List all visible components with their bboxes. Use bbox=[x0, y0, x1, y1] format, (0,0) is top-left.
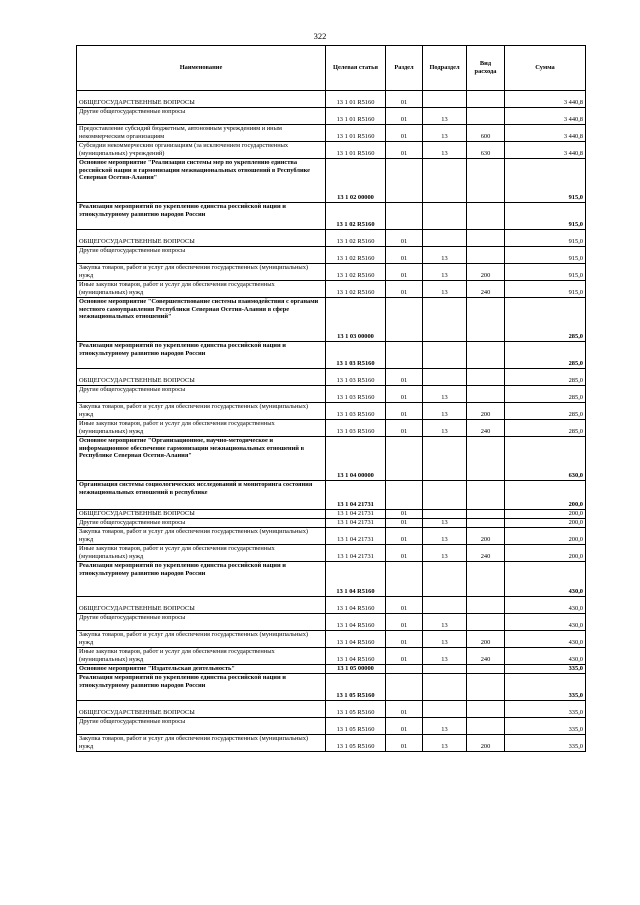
cell-sum: 200,0 bbox=[505, 481, 586, 510]
cell-razdel: 01 bbox=[386, 631, 423, 648]
cell-podrazdel: 13 bbox=[423, 545, 467, 562]
cell-razdel: 01 bbox=[386, 247, 423, 264]
cell-name: Другие общегосударственные вопросы bbox=[77, 614, 326, 631]
cell-sum: 430,0 bbox=[505, 614, 586, 631]
cell-razdel bbox=[386, 481, 423, 510]
cell-code: 13 1 02 R5160 bbox=[326, 264, 386, 281]
cell-razdel: 01 bbox=[386, 281, 423, 298]
cell-name: Закупка товаров, работ и услуг для обеспечения государственных (муниципальных) нужд bbox=[77, 264, 326, 281]
cell-name: Субсидии некоммерческим организациям (за исключением государственных (муниципальных) учреждений) bbox=[77, 142, 326, 159]
cell-vid bbox=[467, 247, 505, 264]
cell-vid bbox=[467, 597, 505, 614]
cell-name: ОБЩЕГОСУДАРСТВЕННЫЕ ВОПРОСЫ bbox=[77, 701, 326, 718]
cell-name: Основное мероприятие "Совершенствование системы взаимодействия с органами местного самоуправления Республики Северная Осетия-Алания в сфере межнациональных отношений" bbox=[77, 298, 326, 342]
cell-code: 13 1 01 R5160 bbox=[326, 108, 386, 125]
cell-code: 13 1 05 R5160 bbox=[326, 718, 386, 735]
cell-code: 13 1 01 R5160 bbox=[326, 125, 386, 142]
cell-vid: 240 bbox=[467, 281, 505, 298]
cell-sum: 915,0 bbox=[505, 281, 586, 298]
cell-razdel: 01 bbox=[386, 230, 423, 247]
cell-sum: 630,0 bbox=[505, 437, 586, 481]
table-row bbox=[77, 203, 586, 230]
cell-podrazdel: 13 bbox=[423, 142, 467, 159]
cell-podrazdel bbox=[423, 597, 467, 614]
cell-sum: 430,0 bbox=[505, 631, 586, 648]
cell-razdel: 01 bbox=[386, 510, 423, 519]
cell-code: 13 1 04 21731 bbox=[326, 510, 386, 519]
cell-razdel: 01 bbox=[386, 369, 423, 386]
cell-name: ОБЩЕГОСУДАРСТВЕННЫЕ ВОПРОСЫ bbox=[77, 510, 326, 519]
table-row bbox=[77, 230, 586, 247]
cell-podrazdel bbox=[423, 665, 467, 674]
cell-razdel bbox=[386, 437, 423, 481]
cell-sum: 335,0 bbox=[505, 701, 586, 718]
cell-vid bbox=[467, 701, 505, 718]
cell-code: 13 1 03 R5160 bbox=[326, 386, 386, 403]
table-row bbox=[77, 247, 586, 264]
table-row bbox=[77, 648, 586, 665]
cell-razdel bbox=[386, 342, 423, 369]
cell-razdel bbox=[386, 203, 423, 230]
cell-code: 13 1 04 21731 bbox=[326, 519, 386, 528]
cell-vid bbox=[467, 718, 505, 735]
cell-razdel bbox=[386, 298, 423, 342]
cell-sum: 915,0 bbox=[505, 203, 586, 230]
table-row bbox=[77, 437, 586, 481]
cell-podrazdel: 13 bbox=[423, 108, 467, 125]
cell-code: 13 1 04 21731 bbox=[326, 545, 386, 562]
cell-code: 13 1 02 R5160 bbox=[326, 281, 386, 298]
cell-sum: 3 440,8 bbox=[505, 91, 586, 108]
cell-podrazdel bbox=[423, 342, 467, 369]
cell-name: Закупка товаров, работ и услуг для обеспечения государственных (муниципальных) нужд bbox=[77, 403, 326, 420]
cell-podrazdel: 13 bbox=[423, 386, 467, 403]
table-row bbox=[77, 281, 586, 298]
cell-vid: 630 bbox=[467, 142, 505, 159]
cell-name: Реализация мероприятий по укреплению единства российской нации и этнокультурному развитию народов России bbox=[77, 674, 326, 701]
table-row bbox=[77, 735, 586, 752]
cell-vid: 240 bbox=[467, 648, 505, 665]
cell-name: ОБЩЕГОСУДАРСТВЕННЫЕ ВОПРОСЫ bbox=[77, 91, 326, 108]
cell-name: Другие общегосударственные вопросы bbox=[77, 386, 326, 403]
cell-vid bbox=[467, 203, 505, 230]
cell-vid: 600 bbox=[467, 125, 505, 142]
page-number: 322 bbox=[313, 31, 327, 41]
cell-name: Основное мероприятие "Издательская деятельность" bbox=[77, 665, 326, 674]
table-row bbox=[77, 718, 586, 735]
cell-podrazdel: 13 bbox=[423, 420, 467, 437]
cell-podrazdel: 13 bbox=[423, 528, 467, 545]
cell-sum: 335,0 bbox=[505, 674, 586, 701]
table-row bbox=[77, 125, 586, 142]
cell-vid bbox=[467, 369, 505, 386]
cell-vid: 200 bbox=[467, 735, 505, 752]
cell-code: 13 1 04 00000 bbox=[326, 437, 386, 481]
cell-vid bbox=[467, 510, 505, 519]
cell-sum: 335,0 bbox=[505, 665, 586, 674]
table-row bbox=[77, 665, 586, 674]
table-row bbox=[77, 342, 586, 369]
cell-name: Реализация мероприятий по укреплению единства российской нации и этнокультурному развитию народов России bbox=[77, 342, 326, 369]
table-row bbox=[77, 108, 586, 125]
cell-sum: 3 440,8 bbox=[505, 108, 586, 125]
cell-podrazdel: 13 bbox=[423, 281, 467, 298]
table-row bbox=[77, 264, 586, 281]
cell-podrazdel: 13 bbox=[423, 648, 467, 665]
header-vid: Вид расхода bbox=[467, 46, 505, 91]
cell-razdel: 01 bbox=[386, 91, 423, 108]
table-row bbox=[77, 91, 586, 108]
table-row bbox=[77, 545, 586, 562]
cell-code: 13 1 04 R5160 bbox=[326, 631, 386, 648]
header-name: Наименование bbox=[77, 46, 326, 91]
cell-code: 13 1 02 00000 bbox=[326, 159, 386, 203]
cell-code: 13 1 03 R5160 bbox=[326, 420, 386, 437]
cell-sum: 200,0 bbox=[505, 528, 586, 545]
cell-podrazdel bbox=[423, 674, 467, 701]
cell-razdel: 01 bbox=[386, 420, 423, 437]
cell-podrazdel bbox=[423, 701, 467, 718]
table-row bbox=[77, 386, 586, 403]
cell-razdel bbox=[386, 562, 423, 597]
cell-razdel: 01 bbox=[386, 701, 423, 718]
cell-razdel: 01 bbox=[386, 614, 423, 631]
header-code: Целевая статья bbox=[326, 46, 386, 91]
cell-sum: 430,0 bbox=[505, 562, 586, 597]
cell-vid: 200 bbox=[467, 528, 505, 545]
cell-code: 13 1 04 R5160 bbox=[326, 648, 386, 665]
cell-name: ОБЩЕГОСУДАРСТВЕННЫЕ ВОПРОСЫ bbox=[77, 597, 326, 614]
cell-vid bbox=[467, 230, 505, 247]
cell-razdel: 01 bbox=[386, 142, 423, 159]
table-row bbox=[77, 298, 586, 342]
cell-podrazdel bbox=[423, 298, 467, 342]
cell-sum: 430,0 bbox=[505, 648, 586, 665]
cell-code: 13 1 03 R5160 bbox=[326, 403, 386, 420]
cell-vid bbox=[467, 386, 505, 403]
cell-code: 13 1 03 R5160 bbox=[326, 342, 386, 369]
cell-sum: 335,0 bbox=[505, 718, 586, 735]
cell-code: 13 1 04 R5160 bbox=[326, 597, 386, 614]
cell-vid bbox=[467, 437, 505, 481]
header-razdel: Раздел bbox=[386, 46, 423, 91]
cell-name: Реализация мероприятий по укреплению единства российской нации и этнокультурному развитию народов России bbox=[77, 203, 326, 230]
table-row bbox=[77, 631, 586, 648]
cell-name: Организация системы социологических исследований и мониторинга состояния межнациональных отношений в республике bbox=[77, 481, 326, 510]
table-row bbox=[77, 701, 586, 718]
table-row bbox=[77, 519, 586, 528]
cell-vid bbox=[467, 159, 505, 203]
table-row bbox=[77, 674, 586, 701]
cell-name: Закупка товаров, работ и услуг для обеспечения государственных (муниципальных) нужд bbox=[77, 528, 326, 545]
cell-name: ОБЩЕГОСУДАРСТВЕННЫЕ ВОПРОСЫ bbox=[77, 369, 326, 386]
cell-vid bbox=[467, 519, 505, 528]
cell-podrazdel: 13 bbox=[423, 614, 467, 631]
cell-podrazdel bbox=[423, 481, 467, 510]
cell-name: Иные закупки товаров, работ и услуг для обеспечения государственных (муниципальных) нужд bbox=[77, 281, 326, 298]
cell-razdel: 01 bbox=[386, 597, 423, 614]
cell-sum: 285,0 bbox=[505, 420, 586, 437]
header-sum: Сумма bbox=[505, 46, 586, 91]
cell-sum: 915,0 bbox=[505, 230, 586, 247]
cell-podrazdel: 13 bbox=[423, 631, 467, 648]
cell-name: Иные закупки товаров, работ и услуг для обеспечения государственных (муниципальных) нужд bbox=[77, 648, 326, 665]
cell-sum: 200,0 bbox=[505, 510, 586, 519]
cell-sum: 285,0 bbox=[505, 298, 586, 342]
cell-podrazdel: 13 bbox=[423, 264, 467, 281]
cell-sum: 915,0 bbox=[505, 247, 586, 264]
cell-vid bbox=[467, 665, 505, 674]
table-row bbox=[77, 369, 586, 386]
cell-razdel: 01 bbox=[386, 528, 423, 545]
cell-name: Основное мероприятие "Организационное, научно-методическое и информационное обеспечение гармонизации межнациональных отношений в Республике Северная Осетия-Алания" bbox=[77, 437, 326, 481]
cell-name: Закупка товаров, работ и услуг для обеспечения государственных (муниципальных) нужд bbox=[77, 735, 326, 752]
cell-podrazdel bbox=[423, 91, 467, 108]
cell-sum: 335,0 bbox=[505, 735, 586, 752]
cell-podrazdel bbox=[423, 369, 467, 386]
cell-vid bbox=[467, 674, 505, 701]
cell-razdel: 01 bbox=[386, 735, 423, 752]
cell-razdel: 01 bbox=[386, 545, 423, 562]
cell-vid: 240 bbox=[467, 545, 505, 562]
cell-podrazdel bbox=[423, 159, 467, 203]
cell-sum: 3 440,8 bbox=[505, 125, 586, 142]
cell-vid bbox=[467, 108, 505, 125]
cell-name: Основное мероприятие "Реализация системы мер по укреплению единства российской нации и гармонизации межнациональных отношений в Республике Северная Осетия-Алания" bbox=[77, 159, 326, 203]
cell-sum: 200,0 bbox=[505, 519, 586, 528]
cell-razdel: 01 bbox=[386, 648, 423, 665]
cell-code: 13 1 03 R5160 bbox=[326, 369, 386, 386]
cell-name: Иные закупки товаров, работ и услуг для обеспечения государственных (муниципальных) нужд bbox=[77, 545, 326, 562]
cell-name: Предоставление субсидий бюджетным, автономным учреждениям и иным некоммерческим организациям bbox=[77, 125, 326, 142]
table-row bbox=[77, 562, 586, 597]
cell-podrazdel: 13 bbox=[423, 403, 467, 420]
cell-code: 13 1 03 00000 bbox=[326, 298, 386, 342]
cell-podrazdel: 13 bbox=[423, 718, 467, 735]
cell-sum: 915,0 bbox=[505, 159, 586, 203]
table-row bbox=[77, 481, 586, 510]
cell-vid: 200 bbox=[467, 264, 505, 281]
table-row bbox=[77, 159, 586, 203]
cell-razdel bbox=[386, 159, 423, 203]
budget-table bbox=[76, 45, 586, 752]
cell-name: Другие общегосударственные вопросы bbox=[77, 108, 326, 125]
cell-sum: 285,0 bbox=[505, 403, 586, 420]
cell-name: Другие общегосударственные вопросы bbox=[77, 247, 326, 264]
cell-vid: 240 bbox=[467, 420, 505, 437]
cell-razdel: 01 bbox=[386, 125, 423, 142]
cell-sum: 915,0 bbox=[505, 264, 586, 281]
cell-podrazdel bbox=[423, 203, 467, 230]
cell-code: 13 1 01 R5160 bbox=[326, 142, 386, 159]
cell-podrazdel: 13 bbox=[423, 519, 467, 528]
cell-podrazdel bbox=[423, 562, 467, 597]
cell-razdel: 01 bbox=[386, 264, 423, 281]
table-row bbox=[77, 597, 586, 614]
cell-code: 13 1 01 R5160 bbox=[326, 91, 386, 108]
cell-podrazdel: 13 bbox=[423, 125, 467, 142]
cell-sum: 285,0 bbox=[505, 386, 586, 403]
cell-vid bbox=[467, 562, 505, 597]
table-row bbox=[77, 420, 586, 437]
cell-name: Закупка товаров, работ и услуг для обеспечения государственных (муниципальных) нужд bbox=[77, 631, 326, 648]
cell-code: 13 1 02 R5160 bbox=[326, 230, 386, 247]
cell-name: Реализация мероприятий по укреплению единства российской нации и этнокультурному развитию народов России bbox=[77, 562, 326, 597]
cell-razdel bbox=[386, 665, 423, 674]
cell-sum: 285,0 bbox=[505, 369, 586, 386]
cell-razdel: 01 bbox=[386, 718, 423, 735]
table-header bbox=[77, 46, 586, 91]
cell-podrazdel bbox=[423, 437, 467, 481]
cell-vid bbox=[467, 91, 505, 108]
table-row bbox=[77, 403, 586, 420]
cell-razdel: 01 bbox=[386, 108, 423, 125]
cell-vid bbox=[467, 342, 505, 369]
cell-podrazdel: 13 bbox=[423, 735, 467, 752]
cell-code: 13 1 04 21731 bbox=[326, 528, 386, 545]
cell-code: 13 1 04 R5160 bbox=[326, 562, 386, 597]
cell-razdel: 01 bbox=[386, 403, 423, 420]
cell-razdel bbox=[386, 674, 423, 701]
cell-podrazdel bbox=[423, 510, 467, 519]
cell-vid: 200 bbox=[467, 403, 505, 420]
cell-razdel: 01 bbox=[386, 386, 423, 403]
cell-code: 13 1 05 R5160 bbox=[326, 735, 386, 752]
cell-code: 13 1 05 R5160 bbox=[326, 701, 386, 718]
table-body bbox=[77, 91, 586, 752]
header-podrazdel: Подраздел bbox=[423, 46, 467, 91]
cell-code: 13 1 04 21731 bbox=[326, 481, 386, 510]
cell-name: ОБЩЕГОСУДАРСТВЕННЫЕ ВОПРОСЫ bbox=[77, 230, 326, 247]
cell-vid: 200 bbox=[467, 631, 505, 648]
cell-name: Другие общегосударственные вопросы bbox=[77, 718, 326, 735]
cell-vid bbox=[467, 481, 505, 510]
table-row bbox=[77, 510, 586, 519]
cell-sum: 285,0 bbox=[505, 342, 586, 369]
cell-code: 13 1 02 R5160 bbox=[326, 203, 386, 230]
cell-code: 13 1 04 R5160 bbox=[326, 614, 386, 631]
cell-sum: 430,0 bbox=[505, 597, 586, 614]
cell-sum: 3 440,8 bbox=[505, 142, 586, 159]
table-row bbox=[77, 614, 586, 631]
cell-podrazdel bbox=[423, 230, 467, 247]
cell-code: 13 1 05 00000 bbox=[326, 665, 386, 674]
table-row bbox=[77, 142, 586, 159]
cell-vid bbox=[467, 614, 505, 631]
cell-sum: 200,0 bbox=[505, 545, 586, 562]
cell-code: 13 1 05 R5160 bbox=[326, 674, 386, 701]
cell-name: Иные закупки товаров, работ и услуг для обеспечения государственных (муниципальных) нужд bbox=[77, 420, 326, 437]
cell-razdel: 01 bbox=[386, 519, 423, 528]
cell-code: 13 1 02 R5160 bbox=[326, 247, 386, 264]
cell-vid bbox=[467, 298, 505, 342]
cell-podrazdel: 13 bbox=[423, 247, 467, 264]
cell-name: Другие общегосударственные вопросы bbox=[77, 519, 326, 528]
table-row bbox=[77, 528, 586, 545]
